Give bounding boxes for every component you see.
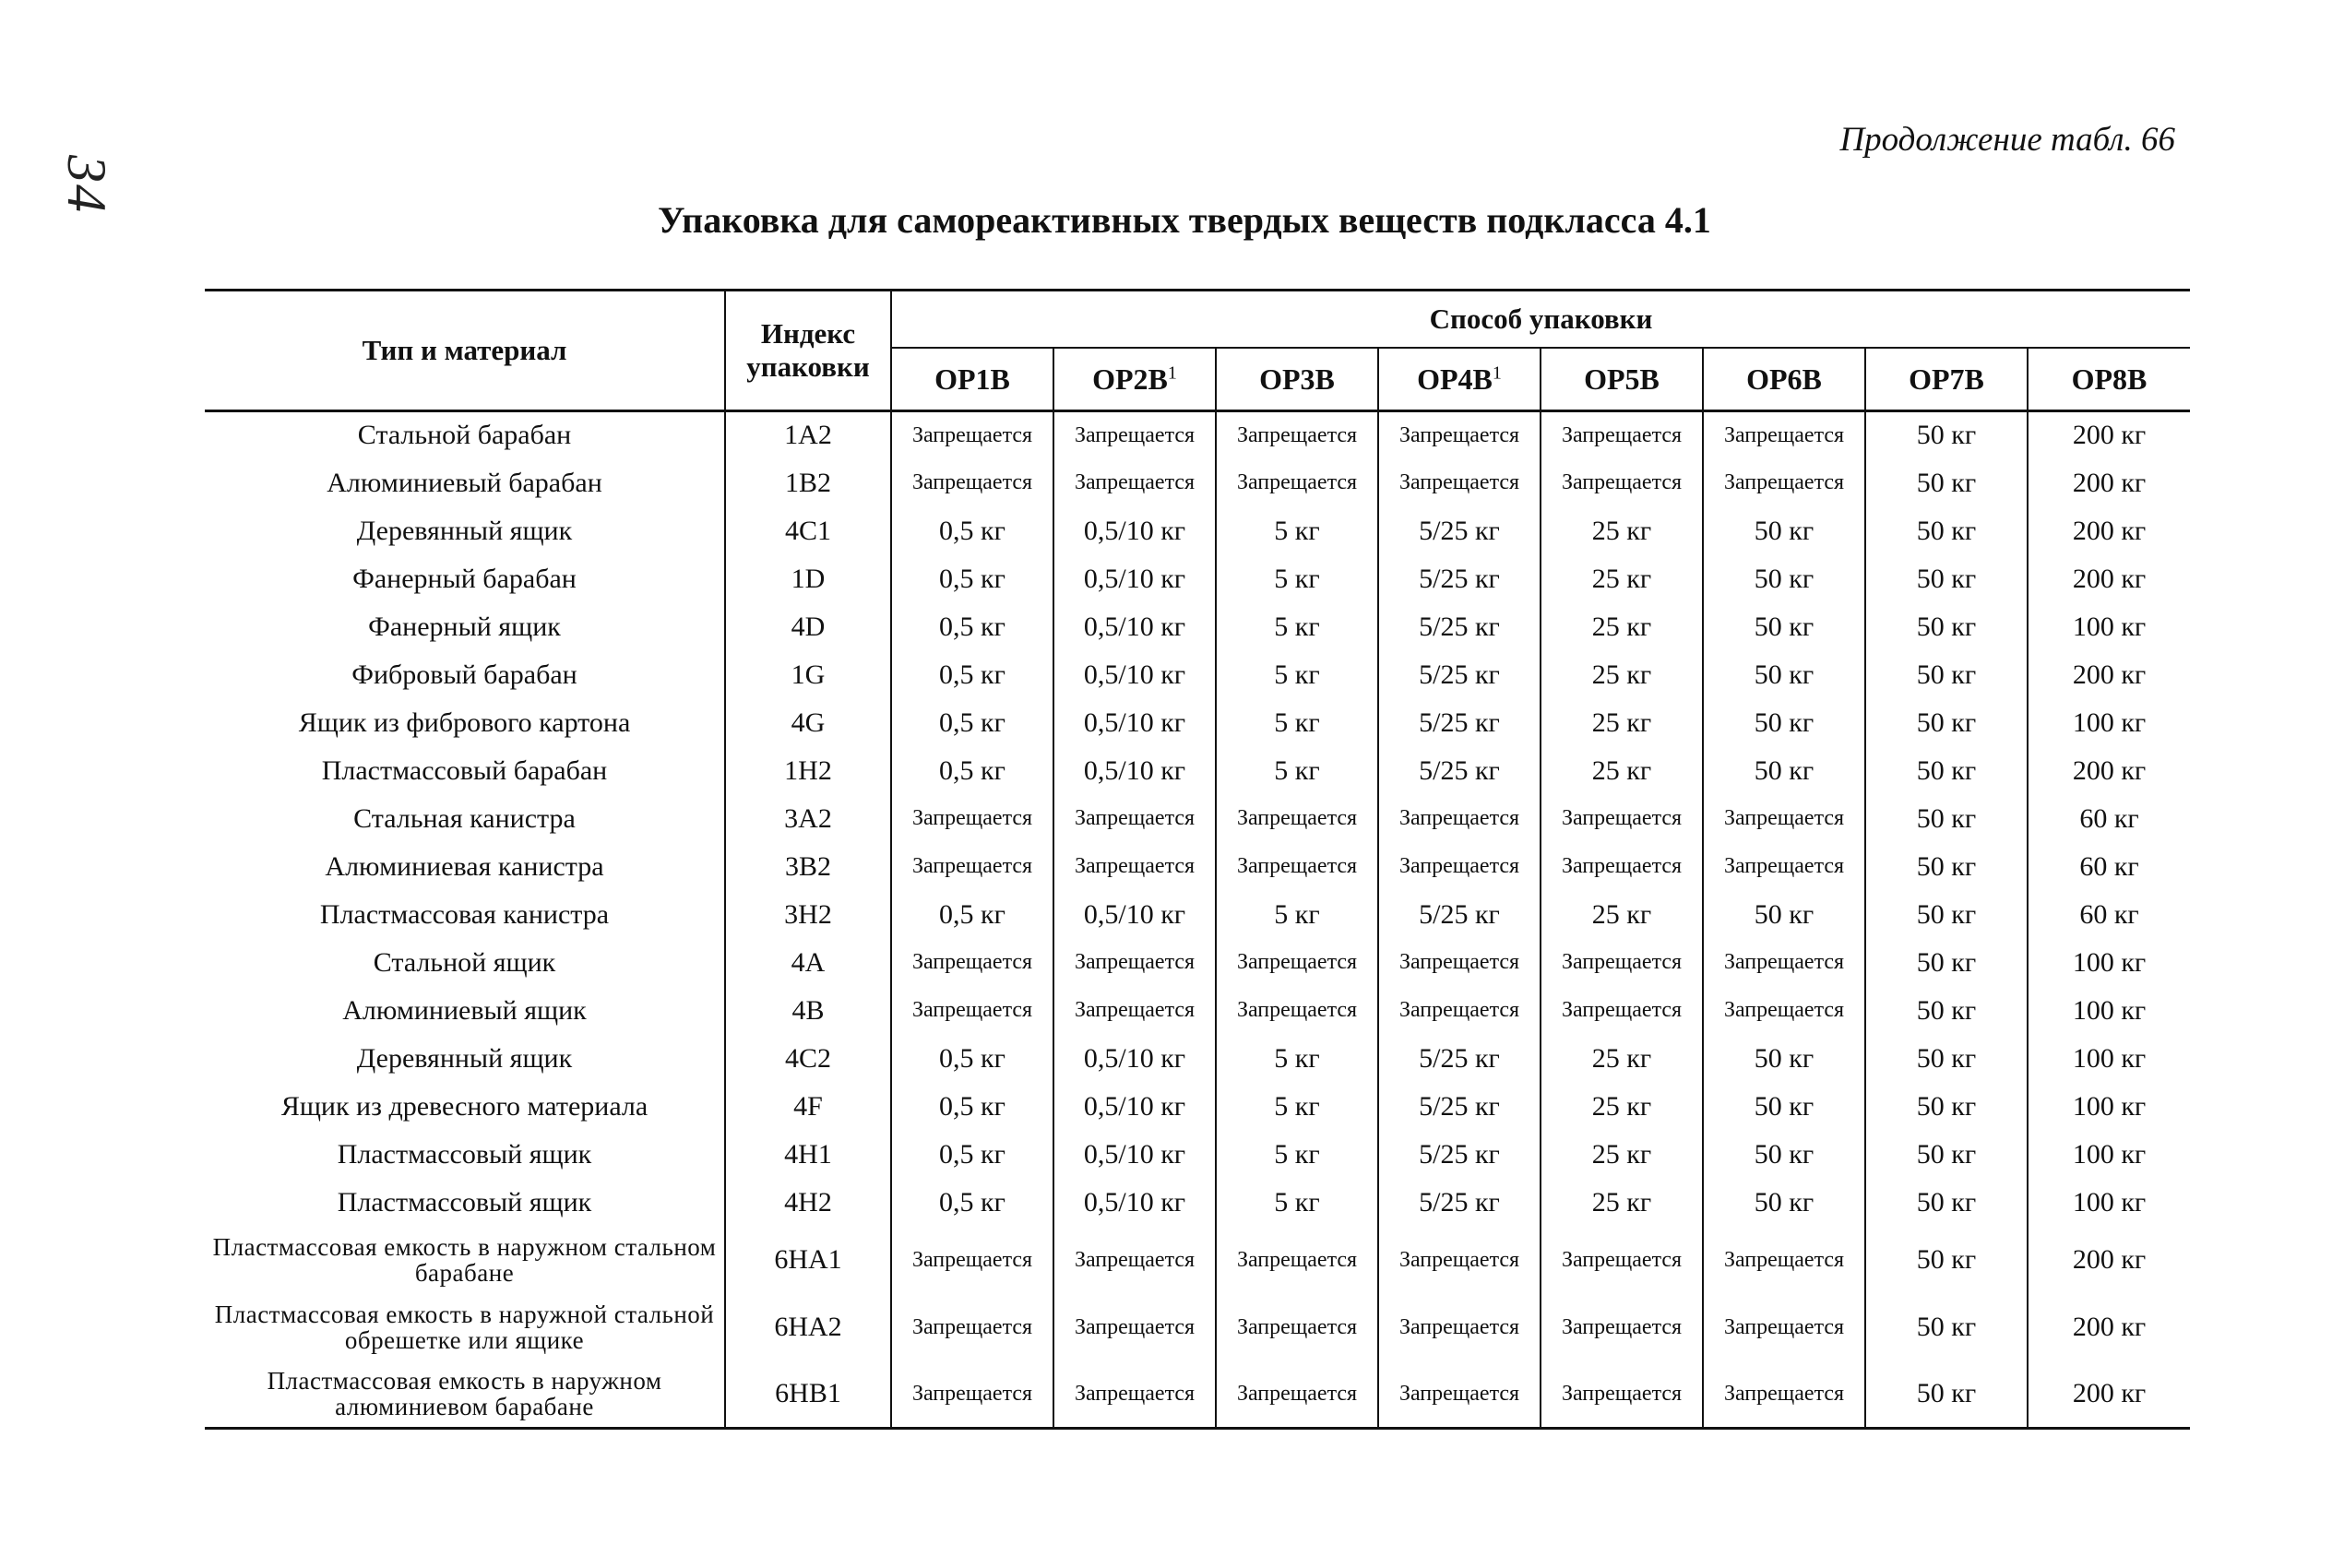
cell-op7b: 50 кг (1865, 1035, 2028, 1083)
cell-op3b: 5 кг (1216, 1035, 1378, 1083)
cell-op4b: 5/25 кг (1378, 891, 1541, 939)
table-title: Упаковка для самореактивных твердых веществ подкласса 4.1 (658, 199, 1711, 241)
cell-packing-index: 6HB1 (725, 1361, 891, 1429)
cell-op7b: 50 кг (1865, 747, 2028, 795)
cell-op7b: 50 кг (1865, 891, 2028, 939)
cell-op6b: Запрещается (1703, 411, 1865, 459)
cell-op2b: 0,5/10 кг (1053, 1083, 1216, 1131)
table-row (205, 1227, 2190, 1294)
cell-op7b: 50 кг (1865, 843, 2028, 891)
cell-op6b: 50 кг (1703, 1083, 1865, 1131)
cell-packing-index: 4C2 (725, 1035, 891, 1083)
cell-op1b: Запрещается (891, 987, 1053, 1035)
table-row (205, 507, 2190, 555)
cell-packing-index: 4H2 (725, 1179, 891, 1227)
table-row (205, 459, 2190, 507)
method-label: OP2B (1092, 362, 1168, 396)
cell-op3b: 5 кг (1216, 1131, 1378, 1179)
cell-op3b: Запрещается (1216, 411, 1378, 459)
cell-op5b: Запрещается (1541, 1227, 1703, 1294)
cell-op7b: 50 кг (1865, 555, 2028, 603)
cell-op2b: 0,5/10 кг (1053, 1179, 1216, 1227)
cell-op4b: 5/25 кг (1378, 1083, 1541, 1131)
cell-op4b: 5/25 кг (1378, 1131, 1541, 1179)
cell-op1b: Запрещается (891, 843, 1053, 891)
header-method-op3b (1216, 348, 1378, 411)
cell-op6b: 50 кг (1703, 1131, 1865, 1179)
cell-op1b: 0,5 кг (891, 1131, 1053, 1179)
method-label: OP5B (1584, 362, 1660, 396)
cell-op7b: 50 кг (1865, 1227, 2028, 1294)
cell-op2b: Запрещается (1053, 843, 1216, 891)
cell-type-material: Пластмассовая емкость в наружном стальном барабане (212, 1232, 717, 1287)
table-row (205, 795, 2190, 843)
cell-op8b: 60 кг (2028, 891, 2190, 939)
cell-op8b: 200 кг (2028, 651, 2190, 699)
cell-op4b: 5/25 кг (1378, 699, 1541, 747)
cell-op6b: Запрещается (1703, 1294, 1865, 1361)
cell-op5b: Запрещается (1541, 843, 1703, 891)
cell-op5b: Запрещается (1541, 939, 1703, 987)
cell-op5b: 25 кг (1541, 891, 1703, 939)
table-row (205, 1361, 2190, 1429)
cell-op3b: 5 кг (1216, 507, 1378, 555)
cell-op5b: 25 кг (1541, 651, 1703, 699)
cell-op3b: 5 кг (1216, 1179, 1378, 1227)
cell-op4b: Запрещается (1378, 1294, 1541, 1361)
cell-op4b: Запрещается (1378, 987, 1541, 1035)
table-row (205, 603, 2190, 651)
cell-op1b: 0,5 кг (891, 699, 1053, 747)
cell-packing-index: 4F (725, 1083, 891, 1131)
cell-op7b: 50 кг (1865, 795, 2028, 843)
cell-op8b: 100 кг (2028, 1179, 2190, 1227)
cell-op4b: 5/25 кг (1378, 507, 1541, 555)
cell-type-material: Пластмассовый ящик (337, 1138, 592, 1170)
header-type-material: Тип и материал (205, 291, 725, 411)
cell-op8b: 200 кг (2028, 507, 2190, 555)
method-label: OP6B (1746, 362, 1822, 396)
header-packing-index: Индекс упаковки (725, 291, 891, 411)
cell-op6b: Запрещается (1703, 987, 1865, 1035)
cell-op1b: 0,5 кг (891, 603, 1053, 651)
cell-op4b: Запрещается (1378, 1227, 1541, 1294)
cell-op4b: Запрещается (1378, 795, 1541, 843)
cell-op8b: 60 кг (2028, 843, 2190, 891)
cell-op7b: 50 кг (1865, 1294, 2028, 1361)
method-label: OP1B (934, 362, 1010, 396)
cell-packing-index: 1A2 (725, 411, 891, 459)
cell-op1b: Запрещается (891, 1361, 1053, 1429)
table-row (205, 699, 2190, 747)
header-packing-method: Способ упаковки (891, 291, 2190, 349)
cell-op1b: 0,5 кг (891, 1179, 1053, 1227)
header-method-op8b (2028, 348, 2190, 411)
cell-packing-index: 4B (725, 987, 891, 1035)
packing-table (205, 289, 2190, 1430)
cell-op8b: 200 кг (2028, 1294, 2190, 1361)
cell-packing-index: 1G (725, 651, 891, 699)
cell-op3b: 5 кг (1216, 555, 1378, 603)
cell-type-material: Деревянный ящик (356, 515, 573, 546)
cell-op5b: 25 кг (1541, 1179, 1703, 1227)
cell-op5b: 25 кг (1541, 507, 1703, 555)
cell-op1b: 0,5 кг (891, 507, 1053, 555)
cell-packing-index: 4H1 (725, 1131, 891, 1179)
cell-type-material: Алюминиевый барабан (327, 467, 602, 498)
table-row (205, 1131, 2190, 1179)
cell-op1b: Запрещается (891, 411, 1053, 459)
cell-op1b: 0,5 кг (891, 747, 1053, 795)
cell-op6b: 50 кг (1703, 555, 1865, 603)
cell-op8b: 200 кг (2028, 459, 2190, 507)
cell-op2b: Запрещается (1053, 795, 1216, 843)
cell-type-material: Стальной ящик (373, 946, 556, 978)
cell-op6b: 50 кг (1703, 891, 1865, 939)
cell-op3b: Запрещается (1216, 843, 1378, 891)
cell-op6b: Запрещается (1703, 939, 1865, 987)
cell-op3b: 5 кг (1216, 699, 1378, 747)
cell-op2b: 0,5/10 кг (1053, 507, 1216, 555)
table-body (205, 411, 2190, 1429)
cell-op7b: 50 кг (1865, 987, 2028, 1035)
cell-op2b: Запрещается (1053, 1361, 1216, 1429)
cell-op3b: Запрещается (1216, 987, 1378, 1035)
header-method-op4b (1378, 348, 1541, 411)
cell-op1b: Запрещается (891, 459, 1053, 507)
cell-op7b: 50 кг (1865, 411, 2028, 459)
cell-op3b: Запрещается (1216, 1227, 1378, 1294)
cell-op4b: Запрещается (1378, 1361, 1541, 1429)
cell-op4b: 5/25 кг (1378, 651, 1541, 699)
cell-op6b: 50 кг (1703, 1179, 1865, 1227)
table-row (205, 1294, 2190, 1361)
table-row (205, 987, 2190, 1035)
footnote-marker: 1 (1167, 362, 1177, 383)
cell-type-material: Стальная канистра (353, 802, 576, 834)
table-row (205, 891, 2190, 939)
cell-op6b: Запрещается (1703, 1227, 1865, 1294)
cell-op1b: 0,5 кг (891, 555, 1053, 603)
cell-packing-index: 3B2 (725, 843, 891, 891)
header-method-op2b (1053, 348, 1216, 411)
cell-op8b: 100 кг (2028, 603, 2190, 651)
cell-op7b: 50 кг (1865, 1179, 2028, 1227)
cell-type-material: Пластмассовая емкость в наружной стальной обрешетке или ящике (214, 1300, 715, 1354)
cell-op6b: Запрещается (1703, 795, 1865, 843)
cell-op3b: Запрещается (1216, 459, 1378, 507)
cell-type-material: Ящик из древесного материала (280, 1090, 648, 1122)
cell-packing-index: 4A (725, 939, 891, 987)
cell-op5b: 25 кг (1541, 1131, 1703, 1179)
header-method-op5b (1541, 348, 1703, 411)
cell-op8b: 200 кг (2028, 747, 2190, 795)
cell-op2b: Запрещается (1053, 1227, 1216, 1294)
cell-op5b: 25 кг (1541, 1083, 1703, 1131)
cell-type-material: Пластмассовая емкость в наружном алюминиевом барабане (205, 1361, 725, 1429)
page-number: 34 (56, 155, 117, 214)
cell-op5b: 25 кг (1541, 555, 1703, 603)
cell-packing-index: 6HA2 (725, 1294, 891, 1361)
cell-op5b: Запрещается (1541, 1294, 1703, 1361)
cell-op1b: Запрещается (891, 1227, 1053, 1294)
cell-op2b: 0,5/10 кг (1053, 891, 1216, 939)
cell-op6b: 50 кг (1703, 603, 1865, 651)
cell-op4b: Запрещается (1378, 459, 1541, 507)
cell-op4b: 5/25 кг (1378, 603, 1541, 651)
cell-op2b: 0,5/10 кг (1053, 651, 1216, 699)
header-method-op1b (891, 348, 1053, 411)
cell-op2b: Запрещается (1053, 939, 1216, 987)
cell-op5b: Запрещается (1541, 459, 1703, 507)
cell-op1b: 0,5 кг (891, 651, 1053, 699)
cell-op4b: Запрещается (1378, 939, 1541, 987)
cell-op4b: 5/25 кг (1378, 747, 1541, 795)
cell-packing-index: 4C1 (725, 507, 891, 555)
cell-op4b: 5/25 кг (1378, 1035, 1541, 1083)
cell-op5b: Запрещается (1541, 987, 1703, 1035)
table-row (205, 411, 2190, 459)
table-header-row (205, 291, 2190, 349)
cell-op8b: 200 кг (2028, 1361, 2190, 1429)
cell-op8b: 100 кг (2028, 1035, 2190, 1083)
cell-op2b: 0,5/10 кг (1053, 1131, 1216, 1179)
cell-op2b: Запрещается (1053, 1294, 1216, 1361)
cell-op2b: 0,5/10 кг (1053, 555, 1216, 603)
cell-type-material: Стальной барабан (357, 420, 572, 451)
cell-packing-index: 3A2 (725, 795, 891, 843)
header-method-op7b (1865, 348, 2028, 411)
cell-op5b: 25 кг (1541, 699, 1703, 747)
cell-op4b: 5/25 кг (1378, 1179, 1541, 1227)
cell-op3b: Запрещается (1216, 1294, 1378, 1361)
cell-op6b: Запрещается (1703, 459, 1865, 507)
cell-op6b: 50 кг (1703, 699, 1865, 747)
table-row (205, 1083, 2190, 1131)
method-label: OP4B (1417, 362, 1493, 396)
cell-packing-index: 1H2 (725, 747, 891, 795)
cell-op3b: 5 кг (1216, 651, 1378, 699)
cell-op6b: Запрещается (1703, 843, 1865, 891)
cell-op6b: Запрещается (1703, 1361, 1865, 1429)
cell-op3b: 5 кг (1216, 603, 1378, 651)
cell-op7b: 50 кг (1865, 507, 2028, 555)
cell-op6b: 50 кг (1703, 747, 1865, 795)
cell-op1b: Запрещается (891, 795, 1053, 843)
cell-op2b: Запрещается (1053, 459, 1216, 507)
cell-op4b: Запрещается (1378, 411, 1541, 459)
cell-op5b: 25 кг (1541, 603, 1703, 651)
table-row (205, 843, 2190, 891)
method-label: OP3B (1259, 362, 1335, 396)
cell-type-material: Алюминиевая канистра (325, 850, 604, 882)
cell-type-material: Пластмассовый барабан (321, 754, 608, 786)
cell-op7b: 50 кг (1865, 651, 2028, 699)
cell-op3b: 5 кг (1216, 747, 1378, 795)
cell-op1b: 0,5 кг (891, 1035, 1053, 1083)
table-row (205, 939, 2190, 987)
cell-op5b: Запрещается (1541, 411, 1703, 459)
cell-op8b: 100 кг (2028, 987, 2190, 1035)
cell-type-material: Ящик из фибрового картона (298, 707, 631, 738)
cell-op8b: 200 кг (2028, 1227, 2190, 1294)
cell-op5b: 25 кг (1541, 1035, 1703, 1083)
cell-packing-index: 6HA1 (725, 1227, 891, 1294)
cell-op7b: 50 кг (1865, 1361, 2028, 1429)
cell-op6b: 50 кг (1703, 1035, 1865, 1083)
cell-op8b: 200 кг (2028, 411, 2190, 459)
cell-op1b: 0,5 кг (891, 1083, 1053, 1131)
cell-op2b: 0,5/10 кг (1053, 1035, 1216, 1083)
table-row (205, 651, 2190, 699)
cell-op8b: 100 кг (2028, 1131, 2190, 1179)
cell-op3b: 5 кг (1216, 1083, 1378, 1131)
header-method-op6b (1703, 348, 1865, 411)
cell-op3b: Запрещается (1216, 939, 1378, 987)
method-label: OP7B (1909, 362, 1984, 396)
table-row (205, 1179, 2190, 1227)
cell-op7b: 50 кг (1865, 459, 2028, 507)
cell-packing-index: 1D (725, 555, 891, 603)
cell-op5b: Запрещается (1541, 1361, 1703, 1429)
cell-op2b: Запрещается (1053, 987, 1216, 1035)
cell-op2b: Запрещается (1053, 411, 1216, 459)
cell-packing-index: 4D (725, 603, 891, 651)
cell-op5b: 25 кг (1541, 747, 1703, 795)
cell-type-material: Пластмассовая канистра (319, 898, 610, 930)
cell-type-material: Фибровый барабан (351, 659, 577, 690)
cell-packing-index: 4G (725, 699, 891, 747)
cell-type-material: Фанерный ящик (368, 611, 561, 642)
cell-type-material: Деревянный ящик (356, 1042, 573, 1074)
cell-op1b: 0,5 кг (891, 891, 1053, 939)
cell-op8b: 100 кг (2028, 699, 2190, 747)
cell-op2b: 0,5/10 кг (1053, 603, 1216, 651)
footnote-marker: 1 (1492, 362, 1502, 383)
cell-op8b: 100 кг (2028, 939, 2190, 987)
method-label: OP8B (2071, 362, 2148, 396)
cell-op3b: Запрещается (1216, 1361, 1378, 1429)
cell-op3b: 5 кг (1216, 891, 1378, 939)
cell-op2b: 0,5/10 кг (1053, 747, 1216, 795)
cell-op1b: Запрещается (891, 939, 1053, 987)
cell-packing-index: 1B2 (725, 459, 891, 507)
cell-op8b: 200 кг (2028, 555, 2190, 603)
cell-op7b: 50 кг (1865, 1083, 2028, 1131)
table-row (205, 555, 2190, 603)
cell-op7b: 50 кг (1865, 603, 2028, 651)
cell-op3b: Запрещается (1216, 795, 1378, 843)
cell-op6b: 50 кг (1703, 651, 1865, 699)
table-continuation-note: Продолжение табл. 66 (1839, 121, 2175, 159)
cell-type-material: Пластмассовый ящик (337, 1186, 592, 1218)
table-row (205, 1035, 2190, 1083)
cell-op7b: 50 кг (1865, 699, 2028, 747)
cell-op7b: 50 кг (1865, 1131, 2028, 1179)
cell-op4b: Запрещается (1378, 843, 1541, 891)
cell-op8b: 100 кг (2028, 1083, 2190, 1131)
table-row (205, 747, 2190, 795)
cell-type-material: Алюминиевый ящик (342, 994, 587, 1026)
cell-op2b: 0,5/10 кг (1053, 699, 1216, 747)
cell-op1b: Запрещается (891, 1294, 1053, 1361)
cell-op4b: 5/25 кг (1378, 555, 1541, 603)
cell-packing-index: 3H2 (725, 891, 891, 939)
cell-op6b: 50 кг (1703, 507, 1865, 555)
cell-op8b: 60 кг (2028, 795, 2190, 843)
cell-op5b: Запрещается (1541, 795, 1703, 843)
cell-op7b: 50 кг (1865, 939, 2028, 987)
cell-type-material: Фанерный барабан (352, 563, 577, 594)
